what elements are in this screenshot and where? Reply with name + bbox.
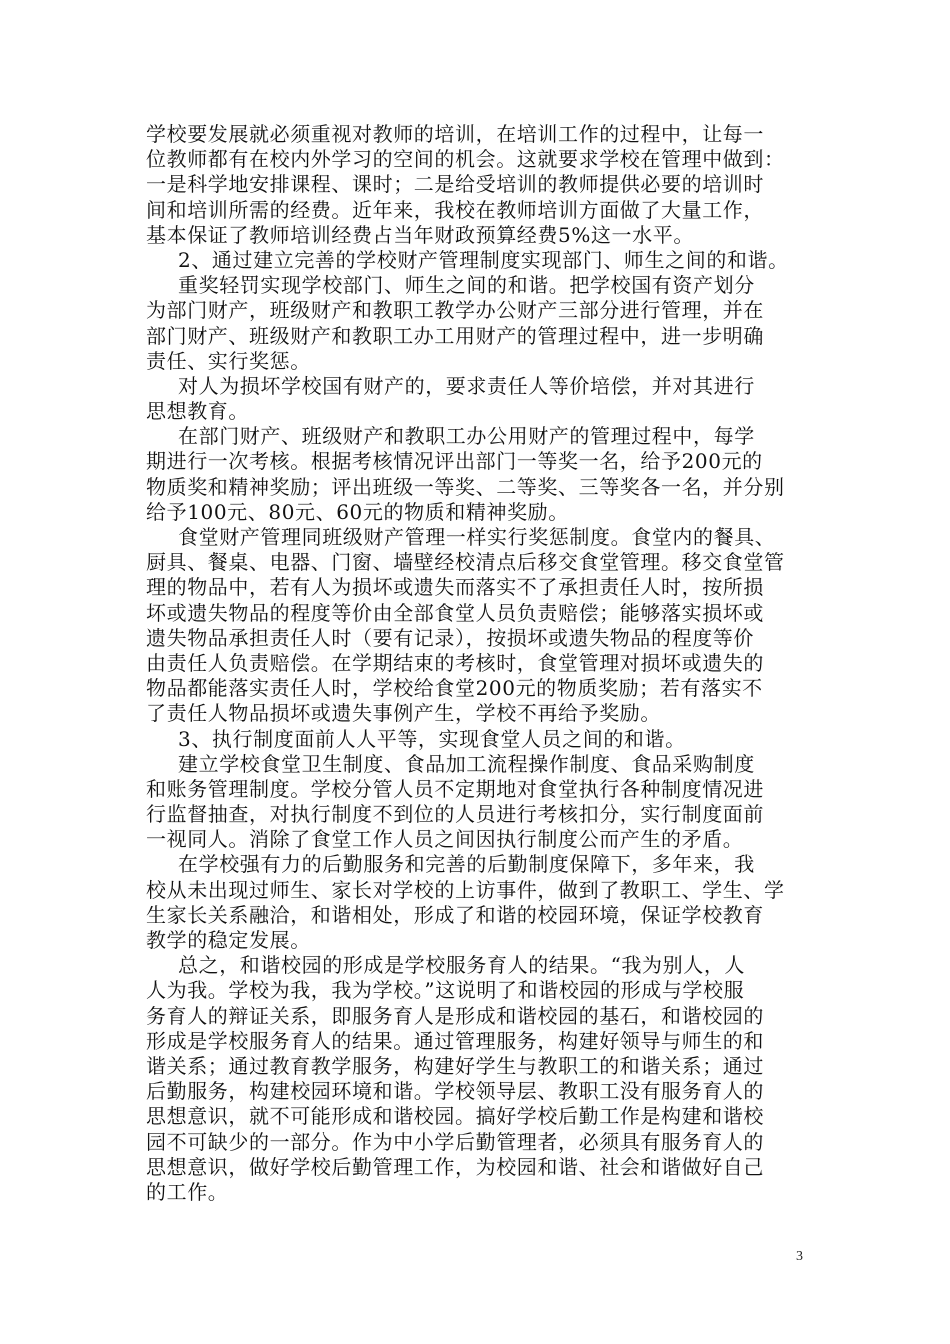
text-line: 思想意识，就不可能形成和谐校园。搞好学校后勤工作是构建和谐校	[146, 1104, 764, 1129]
text-line: 在部门财产、班级财产和教职工办公用财产的管理过程中，每学	[178, 424, 755, 449]
text-line: 学校要发展就必须重视对教师的培训，在培训工作的过程中，让每一	[146, 122, 764, 146]
text-line: 理的物品中，若有人为损坏或遗失而落实不了承担责任人时，按所损	[146, 575, 764, 600]
text-line: 形成是学校服务育人的结果。通过管理服务，构建好领导与师生的和	[146, 1028, 764, 1053]
text-line: 遗失物品承担责任人时（要有记录），按损坏或遗失物品的程度等价	[146, 625, 754, 650]
text-line: 责任、实行奖惩。	[146, 348, 311, 373]
text-line: 和账务管理制度。学校分管人员不定期地对食堂执行各种制度情况进	[146, 776, 764, 801]
text-line: 总之，和谐校园的形成是学校服务育人的结果。“我为别人，人	[178, 953, 746, 978]
text-line: 一视同人。消除了食堂工作人员之间因执行制度公而产生的矛盾。	[146, 827, 744, 852]
text-line: 重奖轻罚实现学校部门、师生之间的和谐。把学校国有资产划分	[178, 273, 755, 298]
text-line: 思想教育。	[146, 399, 249, 424]
text-line: 对人为损坏学校国有财产的，要求责任人等价培偿，并对其进行	[178, 373, 755, 398]
text-line: 在学校强有力的后勤服务和完善的后勤制度保障下，多年来，我	[178, 852, 755, 877]
text-line: 物品都能落实责任人时，学校给食堂200元的物质奖励；若有落实不	[146, 676, 763, 701]
text-line: 由责任人负责赔偿。在学期结束的考核时，食堂管理对损坏或遗失的	[146, 650, 764, 675]
text-line: 务育人的辩证关系，即服务育人是形成和谐校园的基石，和谐校园的	[146, 1003, 764, 1028]
text-line: 3、执行制度面前人人平等，实现食堂人员之间的和谐。	[178, 726, 686, 751]
text-line: 行监督抽查，对执行制度不到位的人员进行考核扣分，实行制度面前	[146, 802, 764, 827]
text-line: 期进行一次考核。根据考核情况评出部门一等奖一名，给予200元的	[146, 449, 763, 474]
text-line: 物质奖和精神奖励；评出班级一等奖、二等奖、三等奖各一名，并分别	[146, 474, 785, 499]
text-line: 位教师都有在校内外学习的空间的机会。这就要求学校在管理中做到：	[146, 147, 785, 172]
text-line: 生家长关系融洽，和谐相处，形成了和谐的校园环境，保证学校教育	[146, 902, 764, 927]
text-line: 思想意识，做好学校后勤管理工作，为校园和谐、社会和谐做好自己	[146, 1154, 764, 1179]
document-body	[146, 122, 816, 1205]
text-line: 的工作。	[146, 1179, 229, 1204]
text-line: 谐关系；通过教育教学服务，构建好学生与教职工的和谐关系；通过	[146, 1053, 764, 1078]
text-line: 了责任人物品损坏或遗失事例产生，学校不再给予奖励。	[146, 701, 661, 726]
text-line: 为部门财产，班级财产和教职工教学办公财产三部分进行管理，并在	[146, 298, 764, 323]
text-line: 一是科学地安排课程、课时；二是给受培训的教师提供必要的培训时	[146, 172, 764, 197]
text-line: 厨具、餐桌、电器、门窗、墙壁经校清点后移交食堂管理。移交食堂管	[146, 550, 785, 575]
text-line: 校从未出现过师生、家长对学校的上访事件，做到了教职工、学生、学	[146, 877, 785, 902]
text-line: 2、通过建立完善的学校财产管理制度实现部门、师生之间的和谐。	[178, 247, 789, 272]
text-line: 后勤服务，构建校园环境和谐。学校领导层、教职工没有服务育人的	[146, 1079, 764, 1104]
text-line: 基本保证了教师培训经费占当年财政预算经费5%这一水平。	[146, 222, 694, 247]
text-line: 食堂财产管理同班级财产管理一样实行奖惩制度。食堂内的餐具、	[178, 525, 776, 549]
text-line: 教学的稳定发展。	[146, 928, 311, 952]
text-line: 部门财产、班级财产和教职工办工用财产的管理过程中，进一步明确	[146, 323, 764, 348]
text-line: 间和培训所需的经费。近年来，我校在教师培训方面做了大量工作，	[146, 197, 764, 222]
text-line: 建立学校食堂卫生制度、食品加工流程操作制度、食品采购制度	[178, 751, 755, 776]
page-number: 3	[796, 1249, 803, 1264]
text-line: 给予100元、80元、60元的物质和精神奖励。	[146, 499, 569, 524]
text-line: 坏或遗失物品的程度等价由全部食堂人员负责赔偿；能够落实损坏或	[146, 600, 764, 625]
text-line: 人为我。学校为我，我为学校。”这说明了和谐校园的形成与学校服	[146, 978, 745, 1003]
text-line: 园不可缺少的一部分。作为中小学后勤管理者，必须具有服务育人的	[146, 1129, 764, 1154]
